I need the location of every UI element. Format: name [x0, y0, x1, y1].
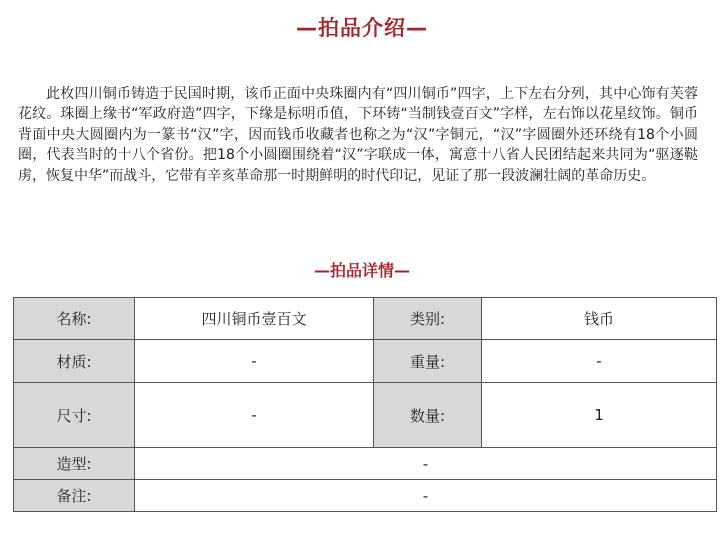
name-value: 四川铜币壹百文 [135, 298, 374, 340]
category-label: 类别: [374, 298, 482, 340]
weight-value: - [482, 340, 717, 383]
table-row-remark [14, 480, 717, 512]
table-row-size [14, 383, 717, 448]
remark-value: - [135, 480, 717, 512]
details-table [13, 297, 717, 512]
remark-label: 备注: [14, 480, 135, 512]
shape-value: - [135, 448, 717, 480]
shape-label: 造型: [14, 448, 135, 480]
quantity-value: 1 [482, 383, 717, 448]
material-value: - [135, 340, 374, 383]
size-value: - [135, 383, 374, 448]
category-value: 钱币 [482, 298, 717, 340]
table-row-material [14, 340, 717, 383]
material-label: 材质: [14, 340, 135, 383]
intro-text: 此枚四川铜币铸造于民国时期，该币正面中央珠圈内有“四川铜币”四字，上下左右分列，其中心饰有芙蓉花纹。珠圈上缘书“军政府造”四字，下缘是标明币值，下环铸“当制钱壹百文”字样，左右饰以花星纹饰。铜币背面中央大圆圈内为一篆书“汉”字，因而钱币收藏者也称之为“汉”字铜元，“汉”字圆圈外还环绕有18个小圆圈，代表当时的十八个省份。把18个小圆圈围绕着“汉”字联成一体，寓意十八省人民团结起来共同为“驱逐鞑虏，恢复中华”而战斗，它带有辛亥革命那一时期鲜明的时代印记，见证了那一段波澜壮阔的革命历史。 [18, 86, 698, 184]
details-heading: —拍品详情— [313, 261, 410, 280]
size-label: 尺寸: [14, 383, 135, 448]
quantity-label: 数量: [374, 383, 482, 448]
name-label: 名称: [14, 298, 135, 340]
table-row-name [14, 298, 717, 340]
table-row-shape [14, 448, 717, 480]
weight-label: 重量: [374, 340, 482, 383]
intro-heading: —拍品介绍— [296, 16, 428, 40]
intro-indent [18, 86, 46, 102]
intro-paragraph [18, 84, 698, 186]
